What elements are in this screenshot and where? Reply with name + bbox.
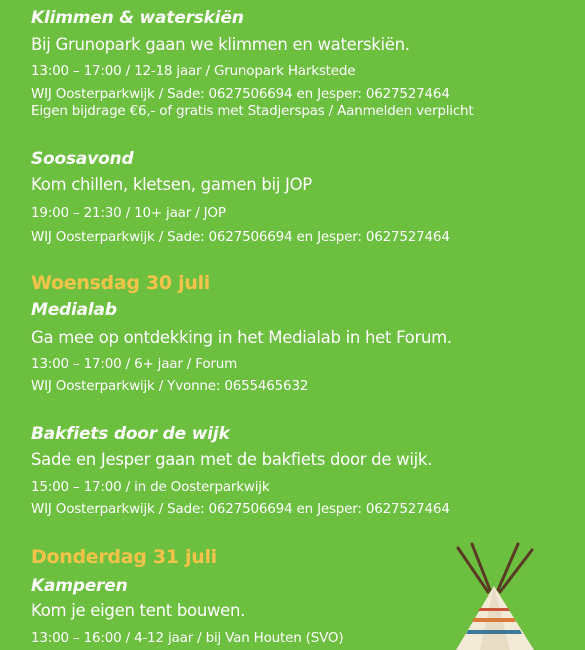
event-title: Soosavond: [31, 149, 134, 169]
event-time-age-location: 13:00 – 17:00 / 12-18 jaar / Grunopark Harkstede: [31, 63, 356, 79]
event-time-age-location: 15:00 – 17:00 / in de Oosterparkwijk: [31, 479, 270, 495]
event-title: Kamperen: [31, 576, 128, 596]
tent-icon: [440, 540, 550, 650]
event-time-age-location: 13:00 – 17:00 / 6+ jaar / Forum: [31, 356, 238, 372]
event-description: Bij Grunopark gaan we klimmen en waterskiën.: [31, 35, 410, 54]
event-title: Bakfiets door de wijk: [31, 424, 230, 444]
event-contact: WIJ Oosterparkwijk / Sade: 0627506694 en Jesper: 0627527464: [31, 501, 450, 517]
event-contact: WIJ Oosterparkwijk / Sade: 0627506694 en Jesper: 0627527464: [31, 229, 450, 245]
event-title: Medialab: [31, 300, 117, 320]
event-time-age-location: 19:00 – 21:30 / 10+ jaar / JOP: [31, 205, 226, 221]
day-heading: Woensdag 30 juli: [31, 272, 211, 294]
event-contact: WIJ Oosterparkwijk / Yvonne: 0655465632: [31, 378, 309, 394]
event-description: Kom chillen, kletsen, gamen bij JOP: [31, 175, 312, 194]
event-cost-note: Eigen bijdrage €6,- of gratis met Stadjerspas / Aanmelden verplicht: [31, 103, 474, 119]
event-description: Kom je eigen tent bouwen.: [31, 601, 246, 620]
day-heading: Donderdag 31 juli: [31, 546, 217, 568]
event-title: Klimmen & waterskiën: [31, 8, 244, 28]
day-heading-clipped: [31, 0, 37, 8]
event-description: Sade en Jesper gaan met de bakfiets door de wijk.: [31, 450, 433, 469]
event-time-age-location: 13:00 – 16:00 / 4-12 jaar / bij Van Houten (SVO): [31, 630, 344, 646]
event-contact: WIJ Oosterparkwijk / Sade: 0627506694 en Jesper: 0627527464: [31, 86, 450, 102]
event-description: Ga mee op ontdekking in het Medialab in het Forum.: [31, 328, 452, 347]
